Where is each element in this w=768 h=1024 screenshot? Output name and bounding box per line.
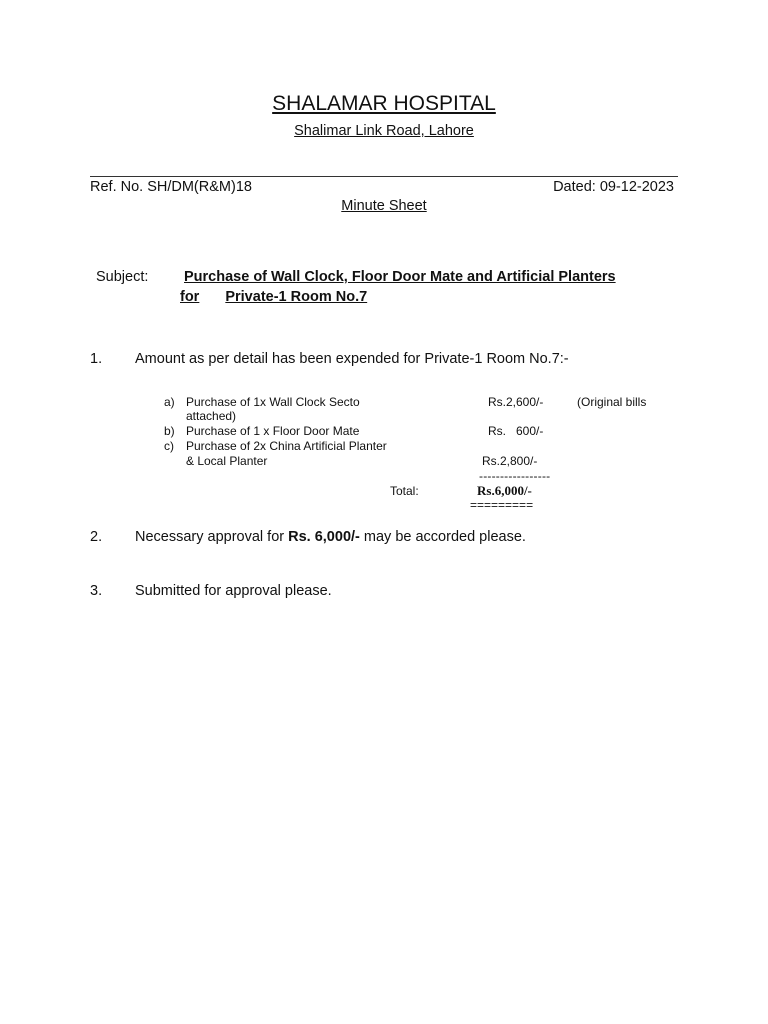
hospital-name: SHALAMAR HOSPITAL bbox=[272, 92, 496, 115]
paragraph-number: 2. bbox=[90, 529, 103, 545]
subject-line-1: Purchase of Wall Clock, Floor Door Mate and Artificial Planters bbox=[184, 269, 616, 285]
paragraph-text-end: may be accorded please. bbox=[359, 529, 526, 545]
item-description: Purchase of 2x China Artificial Planter bbox=[186, 439, 387, 453]
document-type: Minute Sheet bbox=[341, 198, 427, 214]
paragraph-text: Submitted for approval please. bbox=[135, 583, 332, 599]
item-note: (Original bills bbox=[577, 395, 647, 409]
paragraph-text-start: Necessary approval for bbox=[135, 529, 289, 545]
item-letter: a) bbox=[164, 395, 175, 409]
item-description: Purchase of 1x Wall Clock Secto bbox=[186, 395, 360, 409]
item-description: Purchase of 1 x Floor Door Mate bbox=[186, 424, 360, 438]
item-letter: b) bbox=[164, 424, 175, 438]
subject-line-2-room: Private-1 Room No.7 bbox=[225, 289, 368, 305]
item-amount: Rs.2,800/- bbox=[482, 454, 538, 468]
item-description-cont: & Local Planter bbox=[186, 454, 268, 468]
total-double-line: ========= bbox=[470, 498, 534, 512]
item-amount: Rs.2,600/- bbox=[488, 395, 544, 409]
item-amount: Rs. 600/- bbox=[488, 424, 544, 438]
item-letter: c) bbox=[164, 439, 174, 453]
subject-label: Subject: bbox=[96, 269, 149, 285]
total-label: Total: bbox=[390, 484, 419, 498]
item-description-cont: attached) bbox=[186, 409, 237, 423]
subject-line-2-for: for bbox=[180, 289, 200, 305]
document-date: Dated: 09-12-2023 bbox=[553, 179, 674, 195]
paragraph-text bbox=[135, 529, 526, 545]
subject-line-2 bbox=[180, 289, 367, 305]
sum-dash-line: ----------------- bbox=[479, 469, 551, 483]
reference-number: Ref. No. SH/DM(R&M)18 bbox=[90, 179, 252, 195]
hospital-address: Shalimar Link Road, Lahore bbox=[294, 123, 474, 139]
total-amount: Rs.6,000/- bbox=[477, 483, 532, 498]
paragraph-number: 3. bbox=[90, 583, 103, 599]
approval-amount: Rs. 6,000/- bbox=[288, 529, 360, 545]
paragraph-text: Amount as per detail has been expended for Private-1 Room No.7:- bbox=[135, 351, 569, 367]
paragraph-number: 1. bbox=[90, 351, 103, 367]
header-divider bbox=[90, 176, 678, 177]
